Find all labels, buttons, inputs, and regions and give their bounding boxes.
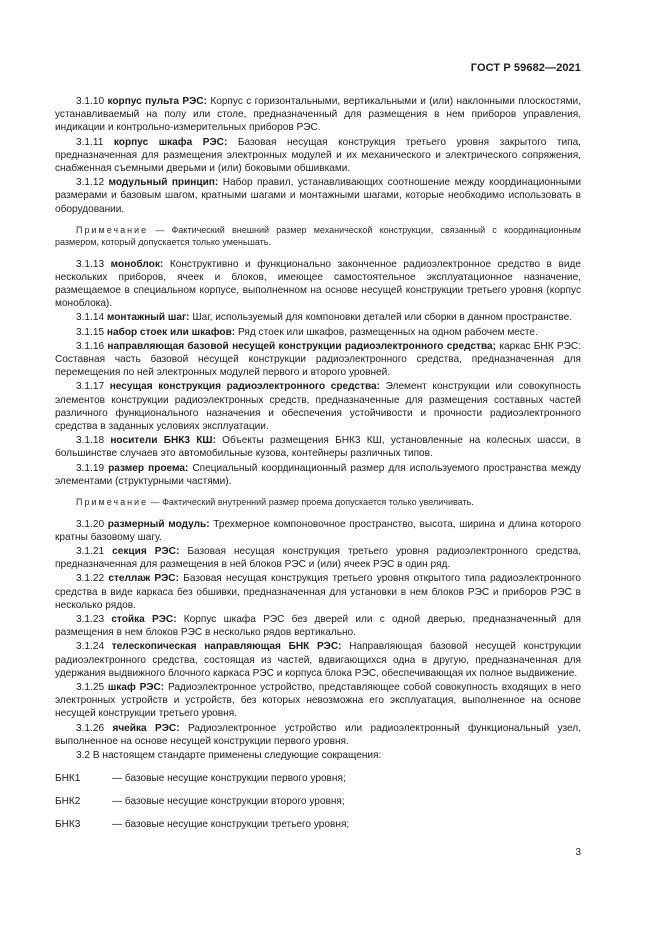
note-text: — Фактический внутренний размер проема допускается только увеличивать. [148, 497, 474, 508]
definition-paragraph [55, 545, 581, 571]
definition-text: каркас БНК РЭС: Составная часть базовой несущей конструкции радиоэлектронного средства, предназначенная для перемещения по ней электронных модулей первого и второго уровней. [55, 340, 581, 379]
definition-text: Объекты размещения БНК3 КШ, установленные на колесных шасси, в большинстве случаев это автомобильные кузова, контейнеры различных типов. [55, 435, 581, 460]
clause-number: 3.1.17 [76, 381, 105, 393]
definition-paragraph [55, 518, 581, 544]
clause-number: 3.1.19 [76, 462, 105, 474]
clause-number: 3.1.25 [76, 681, 105, 693]
term: телескопическая направляющая БНК РЭС: [111, 641, 342, 653]
definition-text: Базовая несущая конструкция третьего уровня радиоэлектронного средства, предназначенная для размещения в ней блоков РЭС и (или) ячеек РЭС в один ряд. [55, 545, 581, 571]
definition-text: Радиоэлектронное устройство, представляющее собой совокупность входящих в него электронных устройств и устройств, без которых невозможна его эксплуатация, выполненное на основе несущей конструкции третьего уровня. [55, 681, 581, 720]
clause-number: 3.1.23 [76, 613, 105, 625]
abbreviation-code: БНК3 [55, 819, 81, 831]
term: размерный модуль: [107, 518, 210, 530]
clause-number: 3.1.22 [76, 573, 105, 585]
definition-paragraph [55, 462, 581, 488]
term: секция РЭС: [112, 545, 180, 557]
clause-number: 3.1.21 [76, 545, 105, 557]
clause-number: 3.1.16 [76, 340, 105, 352]
abbreviation-code: БНК1 [55, 773, 81, 785]
term: направляющая базовой несущей конструкции радиоэлектронного средства; [107, 340, 497, 352]
term: корпус шкафа РЭС: [113, 136, 228, 148]
note-paragraph [55, 496, 581, 508]
definition-text: Корпус шкафа РЭС без дверей или с одной дверью, предназначенный для размещения в нем блоков РЭС в несколько рядов вертикально. [55, 613, 581, 639]
definition-text: Базовая несущая конструкция третьего уровня закрытого типа, предназначенная для размещения электронных модулей и их механического и электрического сопряжения, снабженная съемными дверьми и (или) боковыми обшивками. [55, 136, 581, 175]
definition-paragraph [55, 95, 581, 135]
clause-number: 3.1.10 [76, 96, 105, 107]
definition-text: Специальный координационный размер для используемого пространства между элементами (структурными частями). [55, 462, 582, 487]
clause-number: 3.1.24 [76, 641, 105, 653]
definition-text: Набор правил, устанавливающих соотношение между координационными размерами и базовым шагом, кратными шагами и монтажными шагами, которые необходимо использовать в оборудовании. [55, 177, 581, 215]
document-body [55, 95, 581, 831]
definition-paragraph [55, 434, 581, 460]
term: набор стоек или шкафов: [106, 326, 236, 338]
definition-text: Базовая несущая конструкция третьего уровня открытого типа радиоэлектронного средства в виде каркаса без обшивки, предназначенная для установки в нем блоков РЭС и приборов РЭС в несколько рядов. [55, 573, 581, 611]
clause-number: 3.1.15 [76, 326, 105, 338]
definition-paragraph [55, 311, 581, 324]
term: размер проема: [108, 462, 189, 474]
definition-paragraph [55, 640, 581, 680]
definition-text: Радиоэлектронное устройство или радиоэлектронный функциональный узел, выполненное на основе несущей конструкции первого уровня. [55, 722, 582, 747]
definition-paragraph [55, 681, 581, 721]
definition-paragraph [55, 613, 581, 639]
definition-text: Ряд стоек или шкафов, размещенных на одном рабочем месте. [235, 326, 538, 338]
clause-number: 3.1.12 [76, 177, 105, 189]
note-paragraph [55, 224, 581, 249]
definition-paragraph [55, 572, 581, 612]
definition-paragraph [55, 380, 581, 433]
clause-number: 3.1.20 [76, 518, 105, 530]
clause-number: 3.1.11 [76, 136, 104, 148]
term: корпус пульта РЭС: [107, 96, 207, 107]
abbreviation-definition: — базовые несущие конструкции второго уровня; [112, 796, 345, 808]
definition-paragraph [55, 258, 581, 311]
term: модульный принцип: [108, 177, 219, 189]
definition-text: Элемент конструкции или совокупность элементов конструкции радиоэлектронных средств, предназначенные для размещения составных частей различного функционального назначения и обеспечения устойчивости и прочности радиоэлектронного средства в заданных условиях эксплуатации. [55, 381, 581, 433]
term: шкаф РЭС: [107, 681, 165, 693]
definition-paragraph [55, 176, 581, 216]
clause-number: 3.1.14 [76, 312, 105, 324]
definition-text: Направляющая базовой несущей конструкции радиоэлектронного средства, состоящая из частей, вдвигающихся одна в другую, предназначенная для удержания выдвижного блочного каркаса РЭС и корпуса блока РЭС, обеспечивающая их полное выдвижение. [55, 641, 581, 679]
abbreviation-row [55, 795, 581, 808]
definition-text: Конструктивно и функционально законченное радиоэлектронное средство в виде нескольких приборов, ячеек и блоков, имеющее самостоятельное эксплуатационное назначение, размещаемое в специальном корпусе, выполненном на основе несущей конструкции третьего уровня (корпус моноблока). [55, 258, 581, 310]
abbreviation-row [55, 772, 581, 785]
definition-paragraph [55, 722, 581, 748]
term: моноблок: [110, 258, 164, 270]
clause-number: 3.1.18 [76, 435, 105, 447]
term: стеллаж РЭС: [108, 573, 179, 585]
definition-paragraph [55, 136, 581, 176]
abbreviations-intro: 3.2 В настоящем стандарте применены следующие сокращения: [76, 749, 382, 761]
clause-number: 3.1.13 [76, 258, 105, 270]
page-number: 3 [575, 847, 581, 858]
standard-header: ГОСТ Р 59682—2021 [470, 62, 581, 74]
note-label: Примечание [76, 224, 149, 235]
definition-text: Шаг, используемый для компоновки деталей или сборки в данном пространстве. [189, 312, 573, 324]
term: ячейка РЭС: [112, 722, 180, 734]
abbreviation-definition: — базовые несущие конструкции третьего уровня; [112, 819, 350, 831]
definition-paragraph [55, 340, 581, 380]
note-label: Примечание [76, 497, 149, 508]
abbreviation-definition: — базовые несущие конструкции первого уровня; [112, 773, 346, 785]
abbreviation-code: БНК2 [55, 796, 81, 808]
definition-paragraph [55, 326, 581, 339]
term: носители БНК3 КШ: [110, 435, 216, 447]
definition-text: Корпус с горизонтальными, вертикальными и (или) наклонными плоскостями, устанавливаемый на полу или столе, предназначенный для размещения в нем приборов управления, индикации и контрольно-измерительных приборов РЭС. [55, 96, 581, 134]
abbreviation-row [55, 818, 581, 831]
note-text: — Фактический внешний размер механической конструкции, связанный с координационным размером, который допускается только уменьшать. [55, 224, 581, 248]
term: стойка РЭС: [111, 613, 177, 625]
term: несущая конструкция радиоэлектронного средства: [109, 381, 381, 393]
definition-text: Трехмерное компоновочное пространство, высота, ширина и длина которого кратны базовому шагу. [55, 518, 582, 543]
term: монтажный шаг: [106, 312, 190, 324]
clause-number: 3.1.26 [76, 722, 105, 734]
